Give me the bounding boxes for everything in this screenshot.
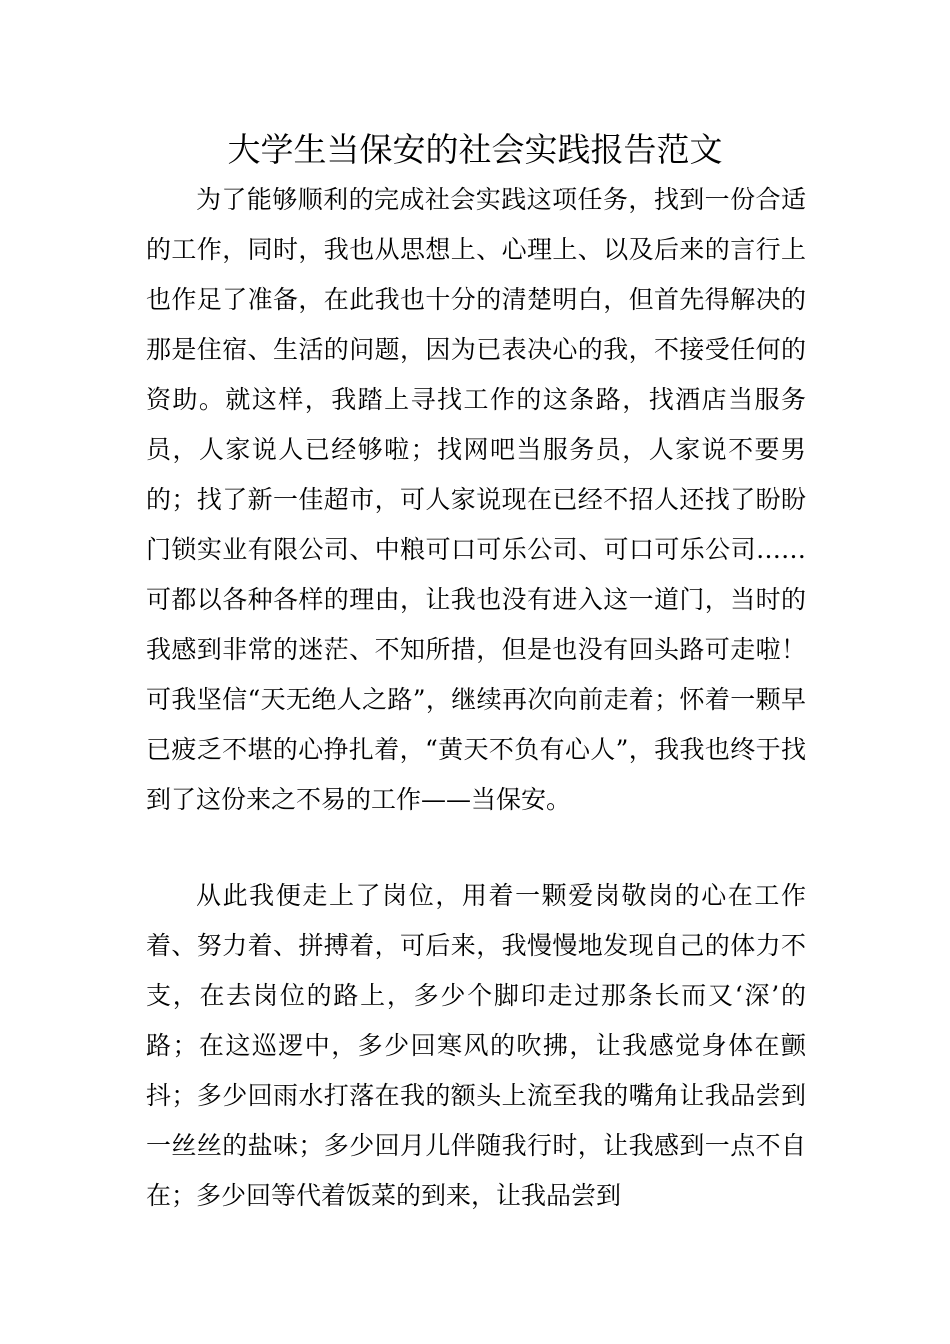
body-paragraph: 为了能够顺利的完成社会实践这项任务，找到一份合适的工作，同时，我也从思想上、心理上、以及后来的言行上也作足了准备，在此我也十分的清楚明白，但首先得解决的那是住宿、生活的问题，因为已表决心的我，不接受任何的资助。就这样，我踏上寻找工作的这条路，找酒店当服务员，人家说人已经够啦；找网吧当服务员，人家说不要男的；找了新一佳超市，可人家说现在已经不招人还找了盼盼门锁实业有限公司、中粮可口可乐公司、可口可乐公司……可都以各种各样的理由，让我也没有进入这一道门，当时的我感到非常的迷茫、不知所措，但是也没有回头路可走啦！可我坚信“天无绝人之路”，继续再次向前走着；怀着一颗早已疲乏不堪的心挣扎着，“黄天不负有心人”，我我也终于找到了这份来之不易的工作——当保安。	[146, 185, 806, 814]
body-paragraph: 从此我便走上了岗位，用着一颗爱岗敬岗的心在工作着、努力着、拼搏着，可后来，我慢慢地发现自己的体力不支，在去岗位的路上，多少个脚印走过那条长而又‘深’的路；在这巡逻中，多少回寒风的吹拂，让我感觉身体在颤抖；多少回雨水打落在我的额头上流至我的嘴角让我品尝到一丝丝的盐味；多少回月儿伴随我行时，让我感到一点不自在；多少回等代着饭菜的到来，让我品尝到	[146, 881, 806, 1210]
document-title: 大学生当保安的社会实践报告范文	[227, 130, 723, 169]
